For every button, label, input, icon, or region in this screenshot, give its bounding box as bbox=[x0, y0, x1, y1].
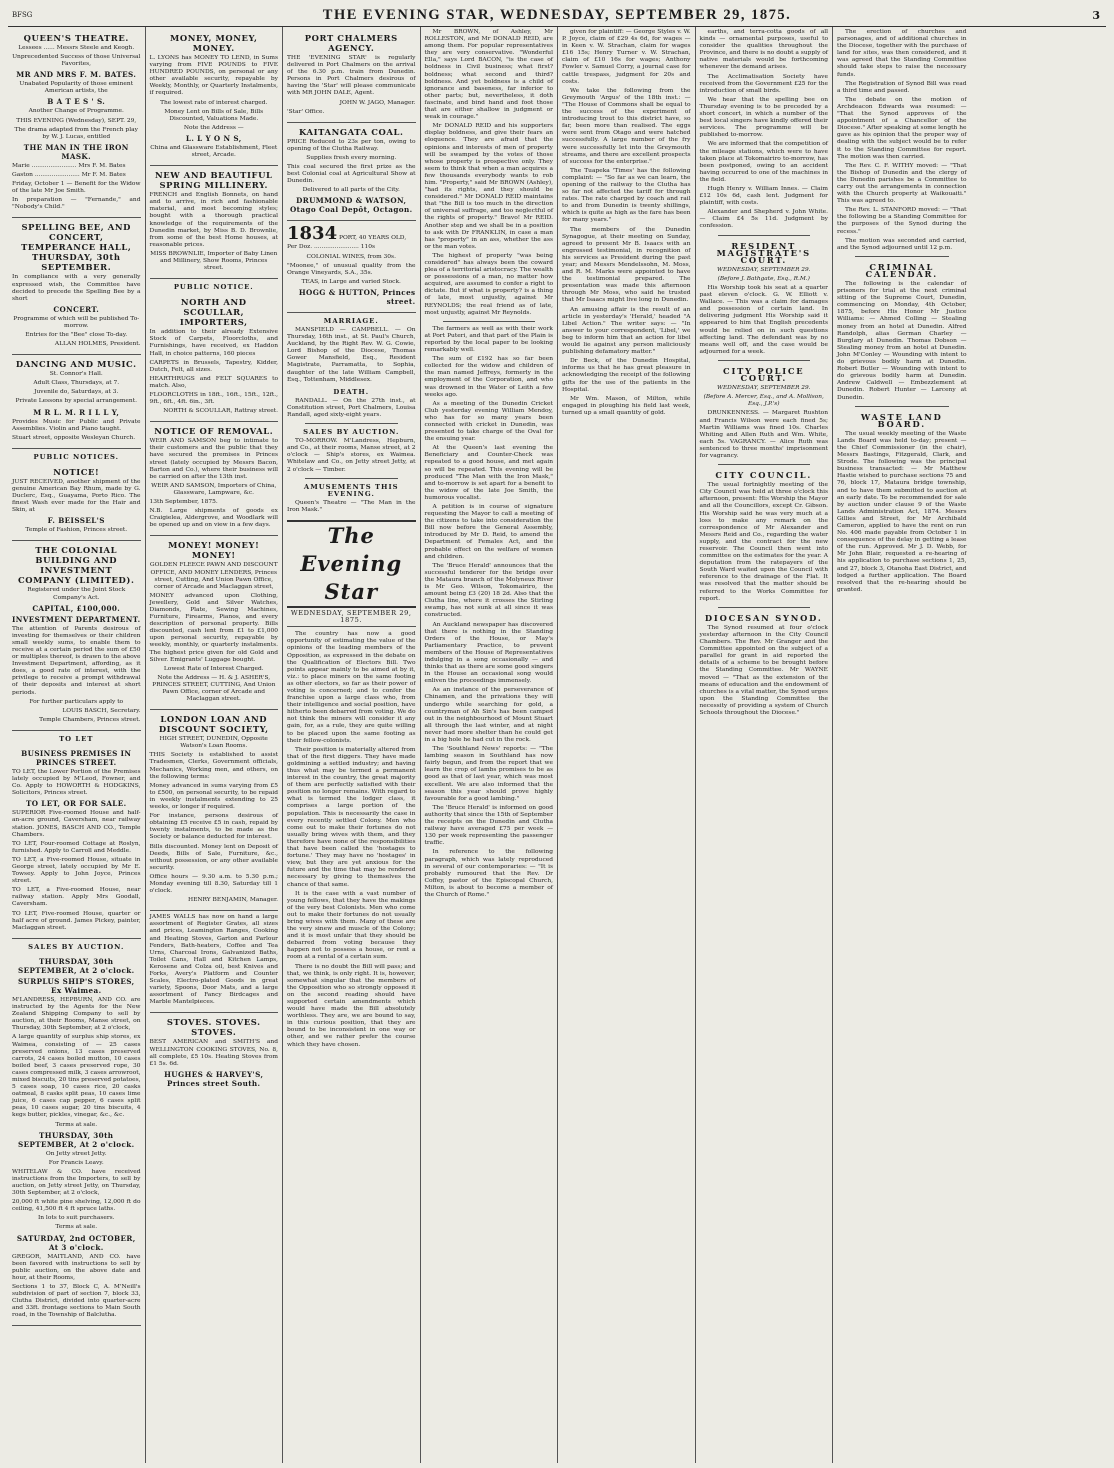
golden-fleece-ad bbox=[150, 536, 279, 710]
ad-line: NORTH & SCOULLAR, Rattray street. bbox=[163, 408, 278, 415]
ad-line: THURSDAY, 30th SEPTEMBER, At 2 o'clock. bbox=[17, 956, 135, 975]
queens-theatre-ad bbox=[12, 29, 141, 218]
ad-line: COLONIAL WINES, from 30s. bbox=[306, 253, 396, 260]
column-5 bbox=[558, 27, 696, 1463]
ad-line: THE 'EVENING STAR' is regularly delivered in Port Chalmers on the arrival of the 6.30 p.m. train from Dunedin. Persons in Port Chalmers desirous of having the 'Star' will please communicate with MR JOHN DALE, Agent. bbox=[287, 55, 416, 97]
section-heading: PUBLIC NOTICE. bbox=[173, 283, 254, 292]
dancing-ad bbox=[12, 355, 141, 449]
ad-line: On Jetty street Jetty. bbox=[45, 1150, 107, 1157]
divider bbox=[718, 360, 811, 361]
ad-line: Lowest Rate of Interest Charged. bbox=[163, 665, 264, 672]
ad-line: INVESTMENT DEPARTMENT. bbox=[12, 614, 141, 624]
section-heading: SALES BY AUCTION. bbox=[303, 428, 400, 437]
news-paragraph: The Rev. C. F. WITHY moved: — "That the Bishop of Dunedin and the clergy of the Dunedin parishes be a Committee to carry out the arrangements in connection with the Church property at Waikouaiti." This was agreed to. bbox=[837, 162, 967, 205]
news-paragraph: earths, and terra-cotta goods of all kinds — ornamental purposes, useful to consider the qualities throughout the Province, and there is no doubt a supply of native materials would be forthcoming whenever the demand arises. bbox=[699, 29, 828, 71]
kaitangata-coal-ad bbox=[287, 123, 416, 222]
to-let-ads bbox=[12, 745, 141, 939]
ad-line: TEAS, in Large and varied Stock. bbox=[301, 278, 401, 285]
city-council-heading: CITY COUNCIL. bbox=[715, 470, 813, 481]
ad-line: JAMES WALLS has now on hand a large assortment of Register Grates, all sizes and prices, Leamington Ranges, Cooking and Heating Stoves, Garton and Parlour Fenders, Bath-heaters, Coffee and Tea Urns, Charcoal Irons, Galvanized Baths, Toilet Cans, Hall and Kitchen Lamps, Kerosene and Colza oil, best Knives and Forks, Avery's Platform and Counter Scales, Electro-plated Goods in great variety, Spoons, Door Mats, and a large assortment of Fancy Birdcages and Marble Mantelpieces. bbox=[149, 914, 278, 1006]
court-date: WEDNESDAY, SEPTEMBER 29. bbox=[716, 266, 811, 273]
ad-line: In preparation — "Fernande," and "Nobody's Child." bbox=[12, 197, 141, 211]
ad-line: In addition to their already Extensive Stock of Carpets, Floorcloths, and Furnishings, have received, ex Haddon Hall, in choice patterns, 160 pieces bbox=[149, 329, 278, 357]
removal-ad bbox=[150, 422, 279, 536]
ad-line: For instance, persons desirous of obtaining £5 receive £5 in cash, repaid by twenty instalments, to be made as the Society or balance deducted for interest. bbox=[149, 813, 278, 841]
ad-line: Bills discounted. Money lent on Deposit of Deeds, Bills of Sale, Furniture, &c., without possession, or any other available security. bbox=[149, 843, 278, 871]
north-scoullar-ad bbox=[150, 293, 279, 422]
ad-heading: NORTH AND SCOULLAR, IMPORTERS, bbox=[179, 297, 248, 328]
ad-line: For Francis Leavy. bbox=[48, 1159, 104, 1166]
ad-heading: MONEY! MONEY! MONEY! bbox=[168, 540, 260, 561]
waste-land-board-heading: WASTE LAND BOARD. bbox=[860, 411, 943, 429]
news-paragraph: The erection of churches and parsonages, and of additional churches in the Diocese, together with the purchase of land for sites, was then considered, and it was agreed that the Standing Committee should take steps to raise the necessary funds. bbox=[837, 29, 967, 78]
synod-report: The Synod resumed at four o'clock yesterday afternoon in the City Council Chambers. The Rev. Mr Granger and the Committee appointed on the subject of a parallel for grant in aid reported the details of a scheme to be brought before the Standing Committee. Mr WAYNE moved — "That as the extension of the means of education and the endowment of churches is a vital matter, the Synod urges upon the Standing Committee the necessity of providing a system of Church Schools throughout the Diocese." bbox=[699, 624, 828, 716]
ad-line: M'LANDRESS, HEPBURN, AND CO. are instructed by the Agents for the New Zealand Shipping Company to sell by auction, at their Rooms, Manse street, on Thursday, 30th September, at 2 o'clock, bbox=[12, 996, 141, 1032]
lyons-money-ad bbox=[150, 29, 279, 166]
news-paragraph: The members of the Dunedin Synagogue, at their meeting on Sunday, agreed to present Mr B. Isaacs with an engrossed testimonial, in recognition of his services as President during the past year; and Messrs Mendelssohn, M. Moss, and R. M. Marks were appointed to have the testimonial prepared. The presentation was made this afternoon through Mr Moss, who said he trusted that Mr Isaacs might live long in Dunedin. bbox=[562, 226, 691, 304]
waste-land-board-text: The usual weekly meeting of the Waste Lands Board was held to-day; present — the Chief Commissioner (in the chair), Messrs Bastings, Fitzgerald, Clark, and Strode. The following was the principal business transacted: — Mr Matthew Hastie wished to purchase sections 75 and 76, block 17, Mataura bridge township, and to have them submitted to auction at an early date. To be recommended for sale by auction under clause 9 of the Waste Lands Administration Act, 1874. Messrs Gillies and Street, for Mr Archibald Cameron, applied to have the rent on run No. 406 made payable from October 1 in consequence of the delay in getting a lease of the run. Approved. Mr J. D. Webb, for Mr John Blair, requested a re-hearing of his application to purchase sections 1, 25, and 27, block 3, Otanoha East District, and lodged a further application. The Board resolved that the re-hearing should be granted. bbox=[837, 430, 967, 593]
ad-line: CAPITAL, £100,000. bbox=[32, 603, 121, 613]
section-heading: PUBLIC NOTICES. bbox=[33, 452, 119, 461]
news-paragraph: As an instance of the perseverance of Chinamen, and the privations they will undergo while searching for gold, a countryman of Ah Sin's has been camped out in the neighbourhood of Mount Stuart all through the last winter, and at night never had more shelter than he could get in a big hole he had cut in the rock. bbox=[424, 687, 553, 743]
news-paragraph: given for plaintiff: — George Styles v. W. P. Joyce, claim of £29 4s 6d, for wages — in Keen v. W. Strachan, claim for wages £16 15s; Henry Turner v. W. Strachan, claim of £10 16s for wages; Anthony Fowler v. Samuel Corry, a journal case for cattle trespass, judgment for 20s and costs. bbox=[562, 29, 691, 85]
ad-line: Another Change of Programme. bbox=[28, 108, 124, 115]
ad-line: SURPLUS SHIP'S STORES, Ex Waimea. bbox=[17, 976, 135, 995]
ad-line: PORT, 40 YEARS OLD, bbox=[338, 235, 407, 242]
ad-line: Sections 1 to 37, Block C, A. M'Neill's subdivision of part of section 7, block 33, Clutha District, divided into quarter-acre and 33ft. frontage sections to Main South road, in the Township of Balclutha. bbox=[12, 1283, 141, 1319]
page-number: 3 bbox=[1092, 8, 1100, 22]
ad-line: THIS EVENING (Wednesday), SEPT. 29, bbox=[16, 117, 137, 124]
ad-line: Adult Class, Thursdays, at 7. bbox=[33, 380, 120, 387]
ad-line: JUST RECEIVED, another shipment of the genuine American Bay Rhum, made by G. Duclerc, Esq., Guayama, Porto Rico. The finest Wash ever made for the Hair and Skin, at bbox=[12, 478, 141, 514]
council-report: The usual fortnightly meeting of the City Council was held at three o'clock this afternoon, present: His Worship the Mayor and all the Councillors, except Cr. Gibson. His Worship said he was very much at a loss to make any remark on the correspondence of Mr Alexander and Messrs Reid and Co., regarding the water supply, and the contract for the new reservoir. The Council then went into committee on the estimates for the year. A deputation from the ratepayers of the South Ward waited upon the Council with reference to the drainage of the Flat. It was resolved that the matter should be referred to the Works Committee for report. bbox=[699, 482, 828, 602]
ad-line: TO LET, the Lower Portion of the Premises lately occupied by M'Leod, Fowner, and Co. Apply to HOWORTH & HODGKINS, Solicitors, Princes street. bbox=[12, 768, 141, 797]
leader-paragraph: The country has now a good opportunity of estimating the value of the opinions of the leading members of the Opposition, as expressed in the debate on the Qualification of Electors Bill. Two points appear mainly to be aimed at by it, viz.: to place miners on the same footing as other electors, so far as their power of voting is concerned; and to confer the franchise upon a large class who, from their intelligence and social position, have hitherto been debarred from voting. We do not think the miners will consider it any gain, for, as a rule, they are quite willing to be placed upon the same footing as their fellow-colonists. bbox=[287, 631, 416, 744]
ad-line: Friday, October 1 — Benefit for the Widow of the late Mr Joe Smith. bbox=[12, 181, 141, 195]
ad-line: SATURDAY, 2nd OCTOBER, At 3 o'clock. bbox=[16, 1233, 136, 1252]
ad-line: Registered under the Joint Stock Company's Act. bbox=[27, 587, 126, 601]
ad-line: L. LYONS has MONEY TO LEND, in Sums varying from FIVE POUNDS to FIVE HUNDRED POUNDS, on personal or any other available security, repayable by Weekly, Monthly, or Quarterly Instalments, if required. bbox=[149, 55, 278, 97]
ad-line: HEARTHRUGS and FELT SQUARES to match. Also, bbox=[149, 375, 278, 389]
ad-line: Entries for the "Bee" close To-day. bbox=[25, 331, 128, 338]
ad-line: Unprecedented Success of those Universal Favorites, bbox=[12, 54, 141, 68]
divider bbox=[305, 423, 398, 424]
london-loan-ad bbox=[150, 710, 279, 911]
news-paragraph: Hugh Henry v. William Innes. — Claim £12 10s 6d, cash lent. Judgment for plaintiff, with costs. bbox=[699, 185, 828, 207]
ad-line: A large quantity of surplus ship stores, ex Waimea, consisting of — 25 cases preserved onions, 13 cases preserved carrots, 24 cases boiled mutton, 10 cases boiled beef, 3 cases preserved rope, 30 cases compressed milk, 3 cases arrowroot, mixed biscuits, 20 tins preserved potatoes, 5 cases soap, 10 cases rice, 20 casks oatmeal, 8 casks split peas, 10 cases lime juice, 6 cases cap pepper, 6 cases split peas, 10 cases sugar, 20 tins biscuits, 4 kegs butter, pickles, vinegar, &c., &c. bbox=[12, 1034, 141, 1119]
ad-line: SUPERIOR Five-roomed House and half-an-acre ground, Caversham, near railway station. JONES, BASCH AND CO., Temple Chambers. bbox=[12, 810, 141, 838]
ad-line: HENRY BENJAMIN, Manager. bbox=[187, 897, 278, 904]
ad-line: 'Star' Office. bbox=[287, 108, 325, 115]
ad-heading: KAITANGATA COAL. bbox=[298, 126, 404, 137]
ad-line: Money advanced in sums varying from £5 to £500, on personal security, to be repaid in weekly instalments extending to 25 weeks, or longer if required. bbox=[149, 782, 278, 811]
divider bbox=[443, 321, 536, 322]
ad-heading: DANCING AND MUSIC. bbox=[15, 359, 137, 370]
ad-heading: SPELLING BEE, AND CONCERT, TEMPERANCE HALL, THURSDAY, 30th SEPTEMBER. bbox=[21, 222, 132, 273]
ad-line: WEIR AND SAMSON, Importers of China, Glassware, Lampware, &c. bbox=[151, 482, 277, 496]
ad-line: Terms at sale. bbox=[55, 1121, 98, 1128]
ad-line: In lots to suit purchasers. bbox=[37, 1215, 115, 1222]
news-paragraph: An amusing affair is the result of an article in yesterday's 'Herald,' headed "A Libel Action." The writer says: — "In answer to your correspondent, 'Libel,' we beg to inform him that an action for libel would lie against any person maliciously publishing defamatory matter." bbox=[562, 306, 691, 356]
news-paragraph: The debate on the motion of Archdeacon Edwards was resumed: — "That the Synod approves of the appointment of a Chancellor of the Diocese." After speaking at some length he gave as his opinion that the proper way of dealing with the subject would be to refer it to the Standing Committee for report. The motion was then carried. bbox=[837, 96, 967, 160]
ad-line: TO LET, a Five-roomed House, situate in George street, lately occupied by Mr E. Towsey. Apply to John Joyce, Princes street. bbox=[12, 856, 141, 885]
ad-line: FLOORCLOTHS in 18ft., 16ft., 15ft., 12ft., 9ft., 6ft., 4ft. 6in., 3ft. bbox=[149, 392, 278, 406]
news-paragraph: Alexander and Shepherd v. John White. — Claim £4 5s 11d. Judgment by confession. bbox=[699, 209, 828, 230]
news-paragraph: The farmers as well as with their work at Port Puteri, and that part of the Plain is reported by the local paper to be looking remarkably well. bbox=[424, 325, 553, 354]
court-date: WEDNESDAY, SEPTEMBER 29. bbox=[716, 385, 811, 392]
ad-line: MISS BROWNLIE, Importer of Baby Linen and Millinery, Show Rooms, Princes street. bbox=[150, 250, 278, 272]
news-paragraph: The 'Bruce Herald' is informed on good authority that since the 15th of September the receipts on the Dunedin and Clutha railway have averaged £75 per week — 130 per week representing the passenger traffic. bbox=[424, 804, 553, 847]
divider bbox=[855, 256, 949, 257]
masthead bbox=[8, 4, 1106, 27]
ad-line: 13th September, 1875. bbox=[149, 499, 218, 506]
ad-line: TO LET, Five-roomed House, quarter or half acre of ground. James Pickey, painter, Maclaggan street. bbox=[12, 910, 141, 931]
ad-line: The lowest rate of interest charged. bbox=[160, 99, 268, 106]
divider bbox=[305, 478, 398, 479]
section-heading: DEATH. bbox=[333, 387, 370, 396]
news-paragraph: The 'Bruce Herald' announces that the successful tenderer for the bridge over the Mataura branch of the Molyneux River is Mr Geo. Wilson, Tokomairiro, the amount being £3 (20) 18 2d. Also that the Clutha line, where it crosses the Stirling swamp, has not sunk at all since it was constructed. bbox=[424, 562, 553, 619]
ad-line: Supplies fresh every morning. bbox=[306, 154, 397, 161]
page-title: THE EVENING STAR, WEDNESDAY, SEPTEMBER 29, 1875. bbox=[322, 6, 792, 23]
ad-line: China and Glassware Establishment, Fleet street, Arcade. bbox=[150, 144, 278, 159]
ad-line: Temple Chambers, Princes street. bbox=[39, 716, 141, 723]
column-3 bbox=[283, 27, 421, 1463]
stoves-ad bbox=[150, 1013, 279, 1093]
dateline: WEDNESDAY, SEPTEMBER 29, 1875. bbox=[287, 610, 416, 627]
ad-line: TO LET, OR FOR SALE. bbox=[25, 799, 127, 809]
ad-heading: NOTICE! bbox=[53, 466, 100, 477]
section-heading: AMUSEMENTS THIS EVENING. bbox=[303, 482, 399, 498]
ad-line: HIGH STREET, DUNEDIN, Opposite Watson's Loan Rooms. bbox=[159, 736, 268, 750]
ad-line: Lessees ...... Messrs Steele and Keogh. bbox=[18, 45, 135, 51]
ad-line: GREGOR, MAITLAND, AND CO. have been favored with instructions to sell by public auction, on the above date and hour, at their Rooms, bbox=[12, 1253, 141, 1281]
news-paragraph: The 'Southland News' reports: — "The lambing season in Southland has now fairly begun, and from the report that we learn the crop of lambs promises to be as good as that of last year, which was most excellent. We are also informed that the season this year should prove highly favourable for a good lambing." bbox=[424, 746, 553, 802]
news-paragraph: Dr Beck, of the Dunedin Hospital, informs us that he has great pleasure in acknowledging the receipt of the following gifts for the use of the patients in the Hospital. bbox=[562, 358, 691, 393]
port-chalmers-agency-ad bbox=[287, 29, 416, 123]
ad-line: PRICE Reduced to 23s per ton, owing to opening of the Clutha Railway. bbox=[287, 138, 416, 152]
ad-line: Note the Address — bbox=[183, 124, 244, 131]
news-paragraph: The Acclimatisation Society have received from the Government £25 for the introduction of small birds. bbox=[699, 73, 828, 94]
news-paragraph: Mr Wm. Mason, of Milton, while engaged in ploughing his field last week, turned up a small quantity of gold. bbox=[562, 395, 691, 416]
news-paragraph: Mr DONALD REID and his supporters display boldness, and give their fears an eloquence. They are afraid that the opinions and interests of men of property will be swamped by the votes of those whose property is prospective only. They seem to think that when a man acquires a few thousands everybody wants to rob him. "Property," said Mr BROWN (Ashley), "had its rights, and they should be considered." Mr DONALD REID maintains that "the Bill is too much in the direction of universal suffrage, and too neglectful of the rights of property." Bravo! Mr REID. Another step and we shall be in a position to ask with Dr FRANKLIN, in case a man has "property" in an ass, whether the ass or the man votes. bbox=[424, 123, 553, 250]
ad-line: TO LET, a Five-roomed House, near railway station. Apply Mrs Goodall, Caversham. bbox=[12, 887, 141, 908]
marriage-notice: MANSFIELD — CAMPBELL. — On Thursday, 16th inst., at St. Paul's Church, Auckland, by the Right Rev. W. G. Cowie, Lord Bishop of the Diocese, Thomas Gower Mansfield, Esq., Resident Magistrate, Parramatta, to Sophia, daughter of the late William Campbell, Esq., Tottenham, Middlesex. bbox=[287, 326, 416, 383]
ad-line: Marie ........................ Mrs F. M. Bates bbox=[12, 162, 126, 169]
ad-line: Note the Address — H. & J. ASHER'S, PRINCES STREET, CUTTING, And Union Pawn Office, corner of Arcade and Maclaggan street. bbox=[152, 674, 276, 703]
ad-line: FRENCH and English Bonnets, on hand and to arrive, in rich and fashionable material, and most becoming styles; bought with a thorough practical knowledge of the requirements of the Dunedin market, by Miss B. D. Brownlie, from some of the best Home houses, at reasonable prices. bbox=[149, 192, 278, 248]
court-report: DRUNKENNESS. — Margaret Rushton and Francis Wilson were each fined 5s; Martin Williams was fined 10s. Charles Whiting and Allen Ruth and Wm. White, each 5s. VAGRANCY. — Alice Ruth was sentenced to three months' imprisonment for vagrancy. bbox=[699, 410, 828, 459]
ad-line: WEIR AND SAMSON beg to intimate to their customers and the public that they have secured the premises in Princes street (lately occupied by Messrs Bacon, Barton and Co.), where their business will be carried on after the 13th inst. bbox=[149, 438, 278, 480]
news-paragraph: The Registration of Synod Bill was read a third time and passed. bbox=[837, 80, 967, 94]
ad-line: BUSINESS PREMISES IN PRINCES STREET. bbox=[21, 748, 132, 767]
ad-line: CONCERT. bbox=[53, 304, 100, 314]
criminal-calendar-heading: CRIMINAL CALENDAR. bbox=[865, 261, 938, 279]
ad-line: "Moonee," of unusual quality from the Orange Vineyards, S.A., 35s. bbox=[287, 262, 416, 276]
ad-heading: NEW AND BEAUTIFUL SPRING MILLINERY. bbox=[155, 170, 273, 191]
ad-line: ALLAN HOLMES, President. bbox=[54, 341, 141, 348]
year-1834: 1834 bbox=[287, 223, 338, 245]
ad-line: For further particulars apply to bbox=[29, 698, 124, 705]
news-paragraph: Mr BROWN, of Ashley, Mr ROLLESTON, and Mr DONALD REID, are among them. For popular representatives they are very conservative. "Wonderful Ella," says Lord BACON, "is the case of boldness in Civil business; what first? boldness; what second and third? boldness. And yet boldness is a child of ignorance and baseness, far inferior to other parts; but, nevertheless, it doth fascinate, and bind hand and foot those that are either shallow in judgment or weak in courage." bbox=[424, 29, 553, 121]
ad-line: In compliance with a very generally expressed wish, the Committee have decided to precede the Spelling Bee by a short bbox=[12, 274, 141, 302]
ad-line: JOHN W. JAGO, Manager. bbox=[339, 99, 416, 106]
ad-heading: QUEEN'S THEATRE. bbox=[23, 33, 129, 43]
column-6 bbox=[696, 27, 834, 1463]
news-paragraph: In reference to the following paragraph, which was lately reproduced in several of our contemporaries: — "It is probably rumoured that the Rev. Dr Coffey, pastor of the Episcopal Church, Milton, is about to become a member of the Church of Rome." bbox=[424, 849, 553, 898]
section-heading: SALES BY AUCTION. bbox=[28, 942, 125, 951]
columns bbox=[8, 27, 1106, 1463]
ad-line: Office hours — 9.30 a.m. to 5.30 p.m.; Monday evening till 8.30, Saturday till 1 o'clock. bbox=[149, 873, 278, 895]
news-paragraph: The highest of property "was being considered" has always been the coward plea of a territorial aristocracy. The wealth or possessions of a man, no matter how acquired, are assumed to confer a right to dictate. But if what is property? is a thing of late, most unjustly, against Mr REYNOLDS; the real friend as of late, most unjustly, against Mr Reynolds. bbox=[424, 252, 553, 316]
ad-line: BEST AMERICAN and SMITH'S and WELLINGTON COOKING STOVES, No. 8, all complete, £5 10s. Heating Stoves from £1 5s. 6d. bbox=[149, 1039, 278, 1067]
death-notice: RANDALL. — On the 27th inst., at Constitution street, Port Chalmers, Louisa Randall, aged sixty-eight years. bbox=[287, 397, 416, 418]
divider bbox=[855, 406, 949, 407]
police-court-heading: CITY POLICE COURT. bbox=[723, 365, 805, 384]
ad-line: M R L. M. R I L L Y, bbox=[33, 407, 120, 417]
ad-line: 20,000 ft white pine shelving, 12,000 ft do ceiling, 41,500 ft 4 ft spruce laths. bbox=[12, 1199, 141, 1213]
auction-ads bbox=[12, 953, 141, 1326]
news-paragraph: We take the following from the Greymouth 'Argus' of the 18th inst.: — "The House of Commons shall be equal to the success of the experiment of introducing trout to this district have, so far, been more than realised. The eggs were sent from Otago and were hatched successfully. A large number of the fry were successfully let into the Greymouth streams, and there are excellent prospects of success for the enterprise." bbox=[562, 87, 691, 165]
ad-line: The attention of Parents desirous of investing for themselves or their children small weekly sums, to enable them to receive at a certain period the sum of £50 or multiples thereof, is drawn to the above Investment Department, affording, as it does, a good rate of interest, with the privilege to receive a prompt withdrawal of their deposits and interest at short periods. bbox=[12, 625, 141, 696]
news-paragraph: An Auckland newspaper has discovered that there is nothing in the Standing Orders of the House, or May's Parliamentary Practice, to prevent members of the House of Representatives indulging in a song occasionally — and thinks that as there are some good singers in the House an occasional song would enliven the proceedings immensely. bbox=[424, 621, 553, 685]
ad-line: St. Connor's Hall. bbox=[49, 371, 103, 378]
colonial-building-ad bbox=[12, 541, 141, 730]
ad-line: TO LET, Four-roomed Cottage at Roslyn, furnished. Apply to Carroll and Meddle. bbox=[12, 840, 141, 854]
ad-line: Juvenile do, Saturdays, at 3. bbox=[34, 389, 119, 396]
ad-line: Programme of which will be published To-morrow. bbox=[13, 315, 140, 329]
divider bbox=[718, 607, 811, 608]
ad-line: MONEY advanced upon Clothing, Jewellery, Gold and Silver Watches, Diamonds, Plate, Sewing Machines, Furniture, Firearms, Pianos, and every description of personal property. Bills discounted, cash lent from £1 to £1,000 upon personal security, repayable by weekly, monthly, or quarterly instalments. The highest price given for old Gold and Silver. Emigrants' Luggage bought. bbox=[149, 592, 278, 663]
court-bench: (Before A. Mercer, Esq., and A. Mollison, Esq., J.P.'s) bbox=[703, 394, 824, 408]
ad-heading: STOVES. STOVES. STOVES. bbox=[166, 1017, 261, 1038]
ad-line: The drama adapted from the French play by W. J. Lucas, entitled bbox=[14, 126, 138, 140]
leader-paragraph: It is the case with a vast number of young fellows, that they have the makings of the very best Colonists. Men who come out to make their fortunes do not usually bring wives with them. Many of these are the very sinew and muscle of the Colony; and it is most unfair that they should be debarred from voting because they happen not to possess a house, or rent a room at a rental of a certain sum. bbox=[287, 890, 416, 961]
leader-paragraph: Their position is materially altered from that of the first diggers. They have made goldmining a settled industry; and having thus what may be termed a permanent interest in the country, the great majority of them are perfectly satisfied with their position no longer remains. With regard to what is termed the lodger class, it comprises a large portion of the population. This is necessarily the case in every recently settled Colony. Men who come out to make their fortunes do not usually bring wives with them, and they therefore have none of the responsibilities that have been called the 'hostages to fortune.' They may have no 'hostages' in view, but they are yet anxious for the future and the time that may be rendered necessary by giving to themselves the chance of that same. bbox=[287, 746, 416, 888]
ad-line: GOLDEN FLEECE PAWN AND DISCOUNT OFFICE, AND MONEY LENDERS, Princes street, Cutting, And Union Pawn Office, corner of Arcade and Maclaggan street, bbox=[149, 562, 278, 590]
ad-heading: THE COLONIAL BUILDING AND INVESTMENT COMPANY (LIMITED). bbox=[18, 545, 135, 586]
ad-line: F. BEISSEL'S bbox=[47, 516, 105, 526]
ad-heading: LONDON LOAN AND DISCOUNT SOCIETY, bbox=[158, 714, 269, 735]
section-heading: TO LET bbox=[59, 734, 94, 743]
ad-line: B A T E S ' S. bbox=[47, 97, 106, 107]
news-paragraph: We are informed that the competition of the mileage stations, which were to have taken place at Tokomairiro to-morrow, has been postponed, owing to an accident having occurred to one of the machines in the field. bbox=[699, 141, 828, 183]
ad-line: Private Lessons by special arrangement. bbox=[15, 398, 137, 405]
leader-paragraph: There is no doubt the Bill will pass; and that, we think, is only right. It is, however, somewhat singular that the members of the Opposition who so strongly opposed it on the second reading should have supported certain amendments which would have made the Bill absolutely worthless. They are, we are bound to say, in this curious position, that they are bound to be inconsistent in one way or other, and we rather prefer the course which they have chosen. bbox=[287, 963, 416, 1048]
ad-line: Gaston ........................ Mr F. M. Bates bbox=[12, 171, 126, 178]
newspaper-flag: The Evening Star bbox=[287, 520, 416, 608]
ad-heading: NOTICE OF REMOVAL. bbox=[154, 426, 274, 437]
ad-line: HOGG & HUTTON, Princes street. bbox=[298, 287, 416, 306]
millinery-ad bbox=[150, 166, 279, 279]
ad-heading: PORT CHALMERS AGENCY. bbox=[304, 33, 398, 53]
ad-line: THURSDAY, 30th SEPTEMBER, At 2 o'clock. bbox=[17, 1130, 135, 1149]
news-paragraph: The Rev. L. STANFORD moved: — "That the following be a Standing Committee for the purposes of the Synod during the recess." bbox=[837, 207, 967, 235]
amusements-notice: Queen's Theatre — "The Man in the Iron Mask." bbox=[287, 499, 416, 513]
ad-line: WHITELAW & CO. have received instructions from the Importers, to sell by auction, on Jetty street Jetty, on Thursday, 30th September, at 2 o'clock, bbox=[12, 1168, 141, 1197]
folio-mark: BFSG bbox=[12, 11, 33, 19]
section-heading: MARRIAGE. bbox=[323, 316, 379, 325]
spelling-bee-ad bbox=[12, 218, 141, 355]
column-4 bbox=[421, 27, 559, 1463]
resident-magistrate-heading: RESIDENT MAGISTRATE'S COURT. bbox=[716, 240, 811, 265]
column-2 bbox=[146, 27, 284, 1463]
news-paragraph: The Tuapeka 'Times' has the following complaint: — "So far as we can learn, the opening of the railway to the Clutha has so far not affected the tariff for through rates. The rate charged by coach and rail to and from Dunedin is twenty shillings, which is quite as high as the fare has been for many years." bbox=[562, 167, 691, 224]
ad-line: N.B. Large shipments of goods ex Craigielea, Aldergrove, and Woodlark will be opened up and on view in a few days. bbox=[149, 508, 278, 529]
criminal-calendar-text: The following is the calendar of prisoners for trial at the next criminal sitting of the Supreme Court, Dunedin, commencing on Monday, 4th October, 1875, before His Honor Mr Justice Williams: — Ahmed Colling — Stealing money from an hotel at Dunedin. Alfred Randolph, alias German Charley — Burglary at Dunedin. Thomas Dobson — Stealing money from an hotel at Dunedin. John M'Conley — Wounding with intent to do grievous bodily harm at Dunedin. Robert Butler — Wounding with intent to do grievous bodily harm at Dunedin. Andrew Caldwell — Embezzlement at Dunedin. Robert Hunter — Larceny at Dunedin. bbox=[837, 281, 967, 401]
news-paragraph: At the Queen's last evening the Beneficiary and Counter-Check was repeated to a good house, and met again so will be repeated. This evening will be produced "The Man with the Iron Mask," and to-morrow is set apart for a benefit to the widow of the late Joe Smith, the humorous vocalist. bbox=[424, 445, 553, 501]
walls-ad bbox=[150, 911, 279, 1013]
ad-line: LOUIS BASCH, Secretary. bbox=[62, 707, 141, 714]
news-paragraph: The sum of £192 has so far been collected for the widow and children of the man named Jeffreys, formerly in the employment of the Corporation, and who was drowned in the Water of Leith a few weeks ago. bbox=[424, 356, 553, 398]
ad-line: Unabated Popularity of those eminent American artists, the bbox=[19, 81, 134, 95]
bay-rhum-ad bbox=[12, 463, 141, 542]
ad-heading: MONEY, MONEY, MONEY. bbox=[169, 33, 258, 53]
divider bbox=[718, 464, 811, 465]
news-paragraph: We hear that the spelling bee on Thursday evening is to be preceded by a short concert, in which a number of the best local singers have kindly offered their services. The programme will be published to-morrow. bbox=[699, 96, 828, 139]
news-paragraph: A petition is in course of signature requesting the Mayor to call a meeting of the citizens to take into consideration the Bill now before the General Assembly, introduced by Mr D. Reid, to amend the Department of Females Act, and the probable effect on the welfare of women and children. bbox=[424, 504, 553, 560]
ad-line: Money Lent on Bills of Sale, Bills Discounted, Valuations Made. bbox=[164, 108, 264, 122]
ad-line: Delivered to all parts of the City. bbox=[302, 187, 400, 194]
column-7 bbox=[833, 27, 971, 1463]
divider bbox=[718, 235, 811, 236]
ad-line: MR AND MRS F. M. BATES. bbox=[16, 70, 137, 80]
court-report: His Worship took his seat at a quarter past eleven o'clock. G. W. Elliott v. Wallace. — This was a claim for damages and possession of certain land. In delivering judgment His Worship said it appeared to him that English precedents would be relied on in such questions affecting land. The defendant was by no means well off, and the case would be adjourned for a week. bbox=[699, 285, 828, 355]
ad-line: CARPETS in Brussels, Tapestry, Kidder, Dutch, Felt, all sizes. bbox=[149, 359, 278, 373]
ad-line: Provides Music for Public and Private Assemblies. Violin and Piano taught. bbox=[12, 418, 141, 432]
port-wine-ad bbox=[287, 221, 416, 312]
ad-line: This coal secured the first prize as the best Colonial coal at Agricultural Show at Dunedin. bbox=[287, 164, 416, 185]
ad-line: Stuart street, opposite Wesleyan Church. bbox=[12, 434, 136, 441]
ad-line: Terms at sale. bbox=[55, 1224, 98, 1231]
ad-line: Per Doz. ........................ 110s bbox=[287, 244, 376, 251]
ad-line: Temple of Fashion, Princes street. bbox=[25, 527, 128, 534]
ad-line: L. L Y O N S, bbox=[185, 133, 242, 143]
court-bench: (Before J. Bathgate, Esq., R.M.) bbox=[717, 275, 810, 282]
news-paragraph: The motion was seconded and carried, and the Synod adjourned until 12 p.m. bbox=[837, 237, 967, 251]
ad-line: THIS Society is established to assist Tradesmen, Clerks, Government officials, Mechanics, Working men, and others, on the following terms: bbox=[149, 752, 278, 780]
ad-line: HUGHES & HARVEY'S, Princes street South. bbox=[164, 1069, 264, 1088]
column-1 bbox=[8, 27, 146, 1463]
news-paragraph: As a meeting of the Dunedin Cricket Club yesterday evening William Mendoy, who has for so many years been connected with cricket in Dunedin, was presented to take charge of the Oval for the ensuing year. bbox=[424, 400, 553, 443]
diocesan-synod-heading: DIOCESAN SYNOD. bbox=[704, 612, 823, 623]
sales-notice: TO-MORROW. M'Landress, Hepburn, and Co., at their rooms, Manse street, at 2 o'clock — Ship's stores, ex Waimea. Whitelaw and Co., on Jetty street Jetty, at 2 o'clock — Timber. bbox=[287, 438, 416, 473]
ad-line: DRUMMOND & WATSON, Otago Coal Depôt, Octagon. bbox=[290, 196, 413, 215]
ad-line: THE MAN IN THE IRON MASK. bbox=[23, 142, 129, 161]
